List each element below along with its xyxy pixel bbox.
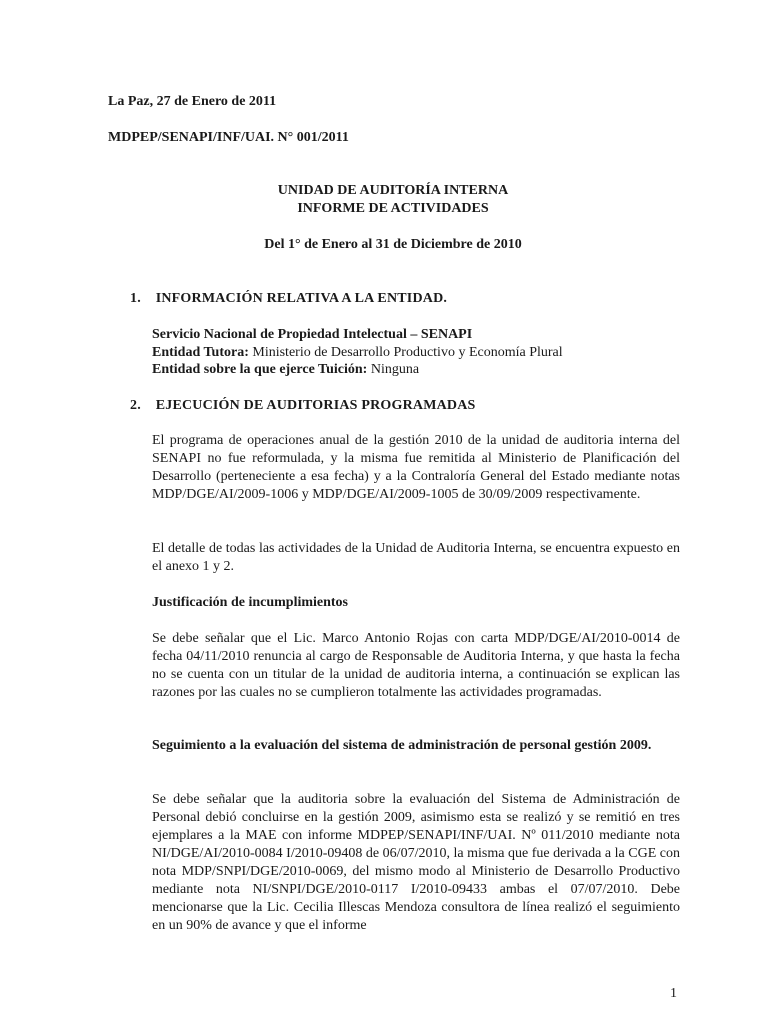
page-number: 1 [670,986,677,1001]
entity-tutora-value: Ministerio de Desarrollo Productivo y Economía Plural [248,345,563,360]
entity-tuicion-label: Entidad sobre la que ejerce Tuición: [152,362,368,377]
subheading-justificacion: Justificación de incumplimientos [152,595,349,610]
section-2-title: EJECUCIÓN DE AUDITORIAS PROGRAMADAS [155,398,476,413]
section-1-heading [130,290,447,308]
place-date: La Paz, 27 de Enero de 2011 [108,94,277,109]
section-1-title: INFORMACIÓN RELATIVA A LA ENTIDAD. [155,291,448,306]
section-2-number: 2. [130,398,141,413]
paragraph-detalle: El detalle de todas las actividades de la Unidad de Auditoria Interna, se encuentra expuesto en el anexo 1 y 2. [152,541,680,574]
entity-tutora-label: Entidad Tutora: [152,345,249,360]
section-2-heading [130,397,476,415]
entity-tutora [152,344,563,362]
entity-tuicion [152,361,419,379]
paragraph-poa: El programa de operaciones anual de la gestión 2010 de la unidad de auditoria interna del SENAPI no fue reformulada, y la misma fue remitida al Ministerio de Planificación del Desarrollo (perteneciente a esa fecha) y a la Contraloría General del Estado mediante notas MDP/DGE/AI/2009-1006 y MDP/DGE/AI/2009-1005 de 30/09/2009 respectivamente. [152,433,680,502]
entity-name: Servicio Nacional de Propiedad Intelectual – SENAPI [152,327,473,342]
entity-tuicion-value: Ninguna [367,362,420,377]
reference-number: MDPEP/SENAPI/INF/UAI. N° 001/2011 [108,130,349,145]
title-line-2: INFORME DE ACTIVIDADES [297,201,489,216]
report-period: Del 1° de Enero al 31 de Diciembre de 2010 [264,237,522,252]
paragraph-seguimiento: Se debe señalar que la auditoria sobre la evaluación del Sistema de Administración de Personal debió concluirse en la gestión 2009, asimismo esta se realizó y se remitió en tres ejemplares a la MAE con informe MDPEP/SENAPI/INF/UAI. Nº 011/2010 mediante nota NI/DGE/AI/2010-0084 I/2010-09408 de 06/07/2010, la misma que fue derivada a la CGE con nota MDP/SNPI/DGE/2010-0069, del mismo modo al Ministerio de Desarrollo Productivo mediante nota NI/SNPI/DGE/2010-0117 I/2010-09433 ambas el 07/07/2010. Debe mencionarse que la Lic. Cecilia Illescas Mendoza consultora de línea realizó el seguimiento en un 90% de avance y que el informe [152,792,680,933]
paragraph-justificacion: Se debe señalar que el Lic. Marco Antonio Rojas con carta MDP/DGE/AI/2010-0014 de fecha 04/11/2010 renuncia al cargo de Responsable de Auditoria Interna, y que hasta la fecha no se cuenta con un titular de la unidad de auditoria interna, a continuación se explican las razones por las cuales no se cumplieron totalmente las actividades programadas. [152,631,680,700]
title-line-1: UNIDAD DE AUDITORÍA INTERNA [277,183,509,198]
subheading-seguimiento: Seguimiento a la evaluación del sistema de administración de personal gestión 2009. [152,738,652,753]
section-1-number: 1. [130,291,141,306]
